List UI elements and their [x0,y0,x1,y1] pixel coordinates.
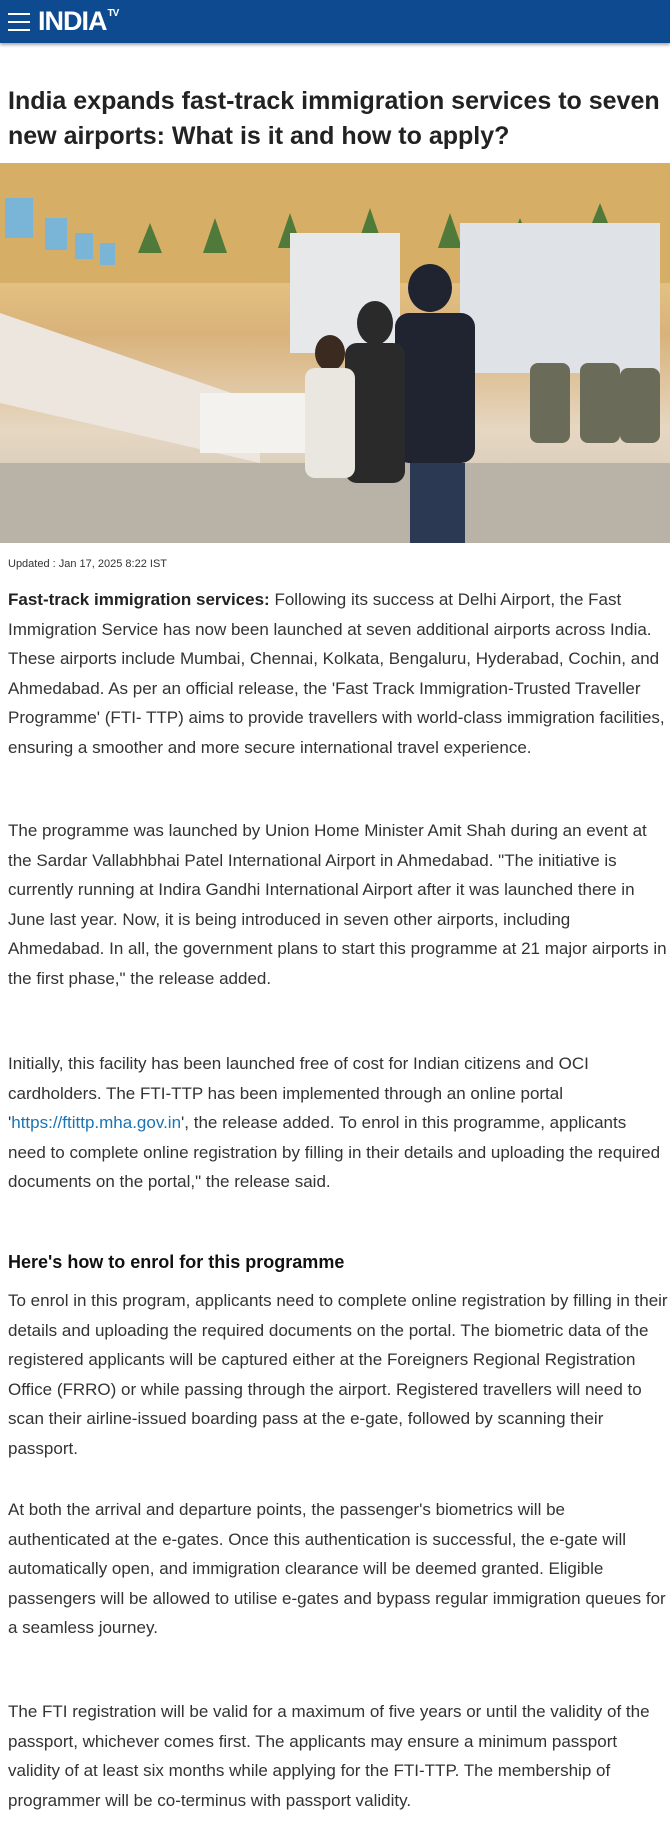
updated-timestamp: Updated : Jan 17, 2025 8:22 IST [8,558,168,570]
paragraph-text: Initially, this facility has been launched free of cost for Indian citizens and OCI cardholders. The FTI-TTP has been implemented through an online portal ' [8,1054,589,1132]
article-paragraph-2: The programme was launched by Union Home Minister Amit Shah during an event at the Sardar Vallabhbhai Patel International Airport in Ahmedabad. "The initiative is currently running at Indira Gandhi International Airport after it was launched there in June last year. Now, it is being introduced in seven other airports, including Ahmedabad. In all, the government plans to start this programme at 21 major airports in the first phase," the release added. [8,821,667,988]
site-header [0,0,670,43]
article-title: India expands fast-track immigration services to seven new airports: What is it and how to apply? [8,87,660,150]
menu-icon[interactable] [8,13,30,31]
article-paragraph-4: To enrol in this program, applicants need to complete online registration by filling in their details and uploading the required documents on the portal. The biometric data of the registered applicants will be captured either at the Foreigners Regional Registration Office (FRRO) or while passing through the airport. Registered travellers will need to scan their airline-issued boarding pass at the e-gate, followed by scanning their passport. [8,1291,668,1458]
site-logo[interactable] [38,6,118,37]
paragraph-text: ', the release added. To enrol in this programme, applicants need to complete online registration by filling in their details and uploading the required documents on the portal," the release said. [8,1113,661,1191]
logo-text: INDIA [38,6,107,36]
logo-sup: TV [107,8,119,19]
section-heading: Here's how to enrol for this programme [8,1252,345,1272]
portal-link[interactable]: https://ftittp.mha.gov.in [11,1113,182,1132]
paragraph-lead: Fast-track immigration services: [8,590,270,609]
article-paragraph-3 [8,1049,668,1197]
article-paragraph-6: The FTI registration will be valid for a maximum of five years or until the validity of the passport, whichever comes first. The applicants may ensure a minimum passport validity of at least six months while applying for the FTI-TTP. The membership of programmer will be co-terminus with passport validity. [8,1702,650,1810]
article-paragraph-5: At both the arrival and departure points, the passenger's biometrics will be authenticated at the e-gates. Once this authentication is successful, the e-gate will automatically open, and immigration clearance will be deemed granted. Eligible passengers will be allowed to utilise e-gates and bypass regular immigration queues for a seamless journey. [8,1500,666,1637]
article-paragraph-1 [8,585,668,762]
article-hero-image [0,163,670,543]
paragraph-text: Following its success at Delhi Airport, the Fast Immigration Service has now been launched at seven additional airports across India. These airports include Mumbai, Chennai, Kolkata, Bengaluru, Hyderabad, Cochin, and Ahmedabad. As per an official release, the 'Fast Track Immigration-Trusted Traveller Programme' (FTI- TTP) aims to provide travellers with world-class immigration facilities, ensuring a smoother and more secure international travel experience. [8,590,665,757]
